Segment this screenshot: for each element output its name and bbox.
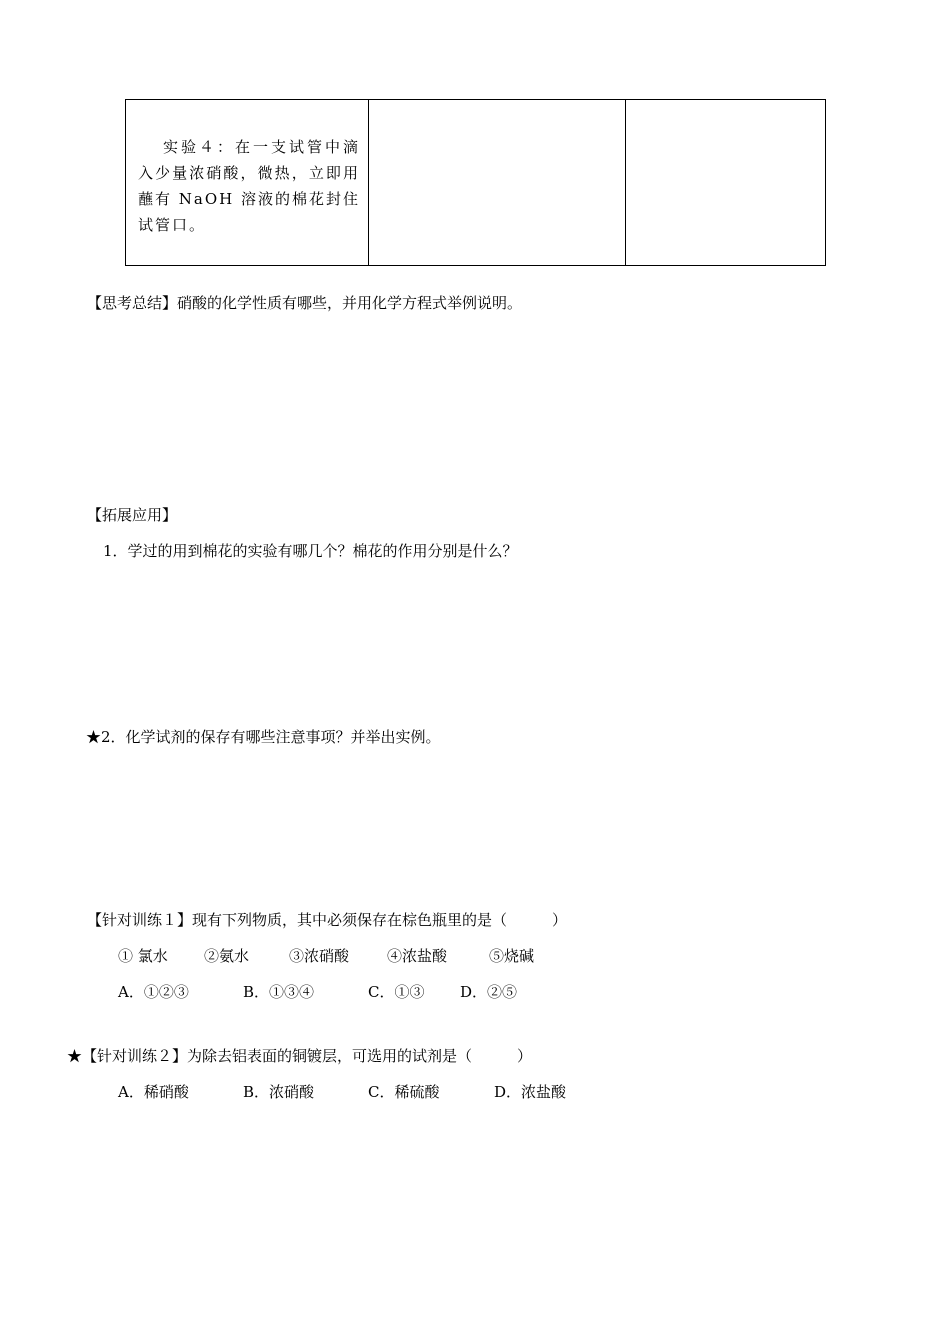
list-item: ① 氯水 [118,947,168,965]
option-c: C．①③ [368,983,425,1001]
option-c: C．稀硫酸 [368,1083,440,1101]
list-item: ⑤烧碱 [489,947,535,965]
phenomenon-cell[interactable] [369,100,626,266]
option-d: D．②⑤ [460,983,518,1001]
list-item: ④浓盐酸 [387,947,448,965]
training-1-options [118,982,517,1002]
training-1-stem: 【针对训练１】现有下列物质，其中必须保存在棕色瓶里的是（ ） [87,911,568,929]
extension-question-2: ★2．化学试剂的保存有哪些注意事项？并举出实例。 [86,728,441,746]
experiment-description-cell [126,100,369,266]
table-row [126,100,826,266]
option-d: D．浓盐酸 [494,1083,567,1101]
option-b: B．①③④ [243,983,315,1001]
extension-heading: 【拓展应用】 [87,506,178,524]
list-item: ②氨水 [204,947,250,965]
training-1-items [118,946,534,966]
conclusion-cell[interactable] [626,100,826,266]
extension-question-1: 1．学过的用到棉花的实验有哪几个？棉花的作用分别是什么？ [103,542,518,560]
list-item: ③浓硝酸 [289,947,350,965]
training-2-stem: ★【针对训练２】为除去铝表面的铜镀层，可选用的试剂是（ ） [67,1047,533,1065]
option-a: A．稀硝酸 [118,1083,189,1101]
experiment-description: 实验４：在一支试管中滴入少量浓硝酸，微热，立即用蘸有 NaOH 溶液的棉花封住试管口。 [138,138,360,234]
experiment-table [125,99,826,266]
think-summary-question: 【思考总结】硝酸的化学性质有哪些，并用化学方程式举例说明。 [87,294,523,312]
option-b: B．浓硝酸 [243,1083,315,1101]
training-2-options [118,1082,566,1102]
option-a: A．①②③ [118,983,189,1001]
